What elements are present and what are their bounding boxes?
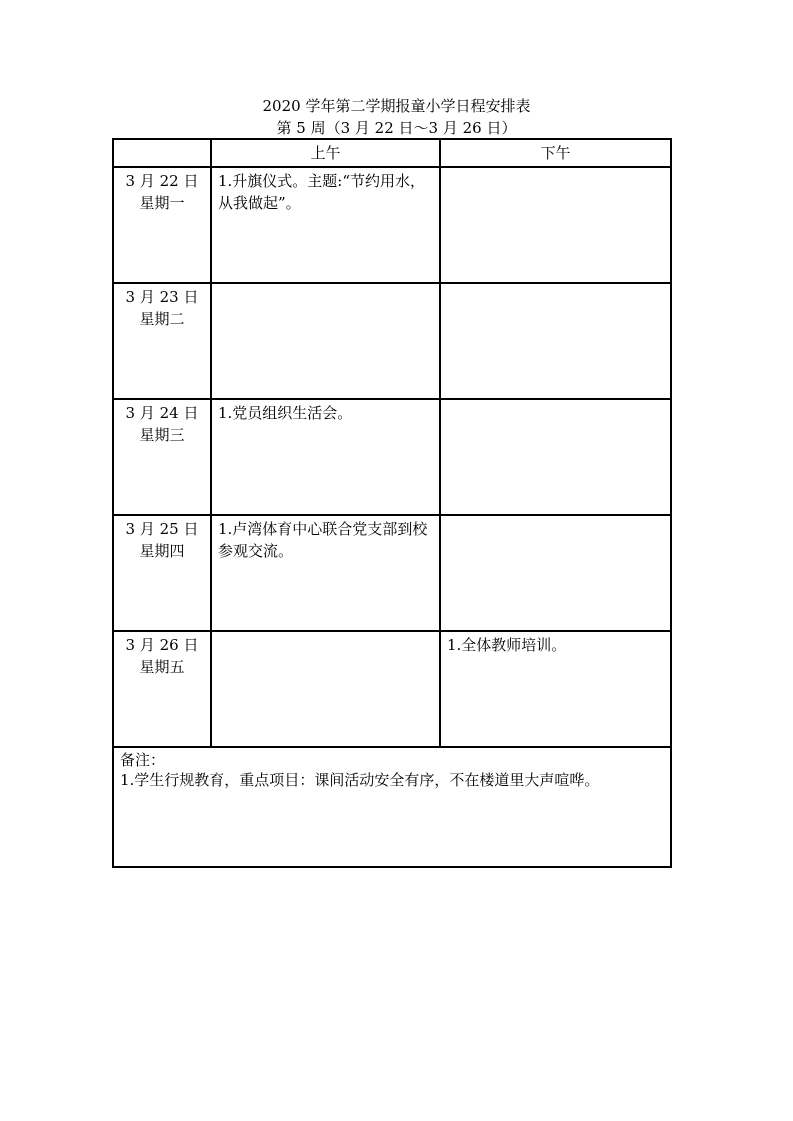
row-weekday: 星期五 <box>139 658 185 676</box>
table-row <box>113 515 671 631</box>
morning-cell: 1.升旗仪式。主题:“节约用水，从我做起”。 <box>211 167 440 283</box>
row-date: 3 月 26 日 <box>125 636 199 654</box>
table-row <box>113 631 671 747</box>
date-cell <box>113 515 211 631</box>
row-weekday: 星期一 <box>139 194 185 212</box>
morning-cell: 1.党员组织生活会。 <box>211 399 440 515</box>
date-cell <box>113 631 211 747</box>
row-date: 3 月 24 日 <box>125 404 199 422</box>
row-weekday: 星期四 <box>139 542 185 560</box>
notes-cell <box>113 747 671 867</box>
header-morning: 上午 <box>211 139 440 167</box>
afternoon-cell <box>440 283 671 399</box>
morning-cell <box>211 631 440 747</box>
table-row <box>113 167 671 283</box>
morning-cell <box>211 283 440 399</box>
row-date: 3 月 25 日 <box>125 520 199 538</box>
schedule-table <box>112 138 672 868</box>
document-title: 2020 学年第二学期报童小学日程安排表 <box>262 97 531 115</box>
table-row <box>113 399 671 515</box>
row-weekday: 星期二 <box>139 310 185 328</box>
header-date-cell <box>113 139 211 167</box>
date-cell <box>113 167 211 283</box>
row-date: 3 月 23 日 <box>125 288 199 306</box>
afternoon-cell <box>440 167 671 283</box>
date-cell <box>113 283 211 399</box>
notes-text: 1.学生行规教育，重点项目：课间活动安全有序，不在楼道里大声喧哗。 <box>120 771 600 789</box>
morning-cell: 1.卢湾体育中心联合党支部到校参观交流。 <box>211 515 440 631</box>
afternoon-cell: 1.全体教师培训。 <box>440 631 671 747</box>
row-weekday: 星期三 <box>139 426 185 444</box>
table-row <box>113 283 671 399</box>
row-date: 3 月 22 日 <box>125 172 199 190</box>
notes-row <box>113 747 671 867</box>
header-afternoon: 下午 <box>440 139 671 167</box>
table-header-row <box>113 139 671 167</box>
document-subtitle-week: 第 5 周（3 月 22 日～3 月 26 日） <box>276 119 517 137</box>
date-cell <box>113 399 211 515</box>
afternoon-cell <box>440 399 671 515</box>
afternoon-cell <box>440 515 671 631</box>
notes-label: 备注： <box>120 751 166 769</box>
